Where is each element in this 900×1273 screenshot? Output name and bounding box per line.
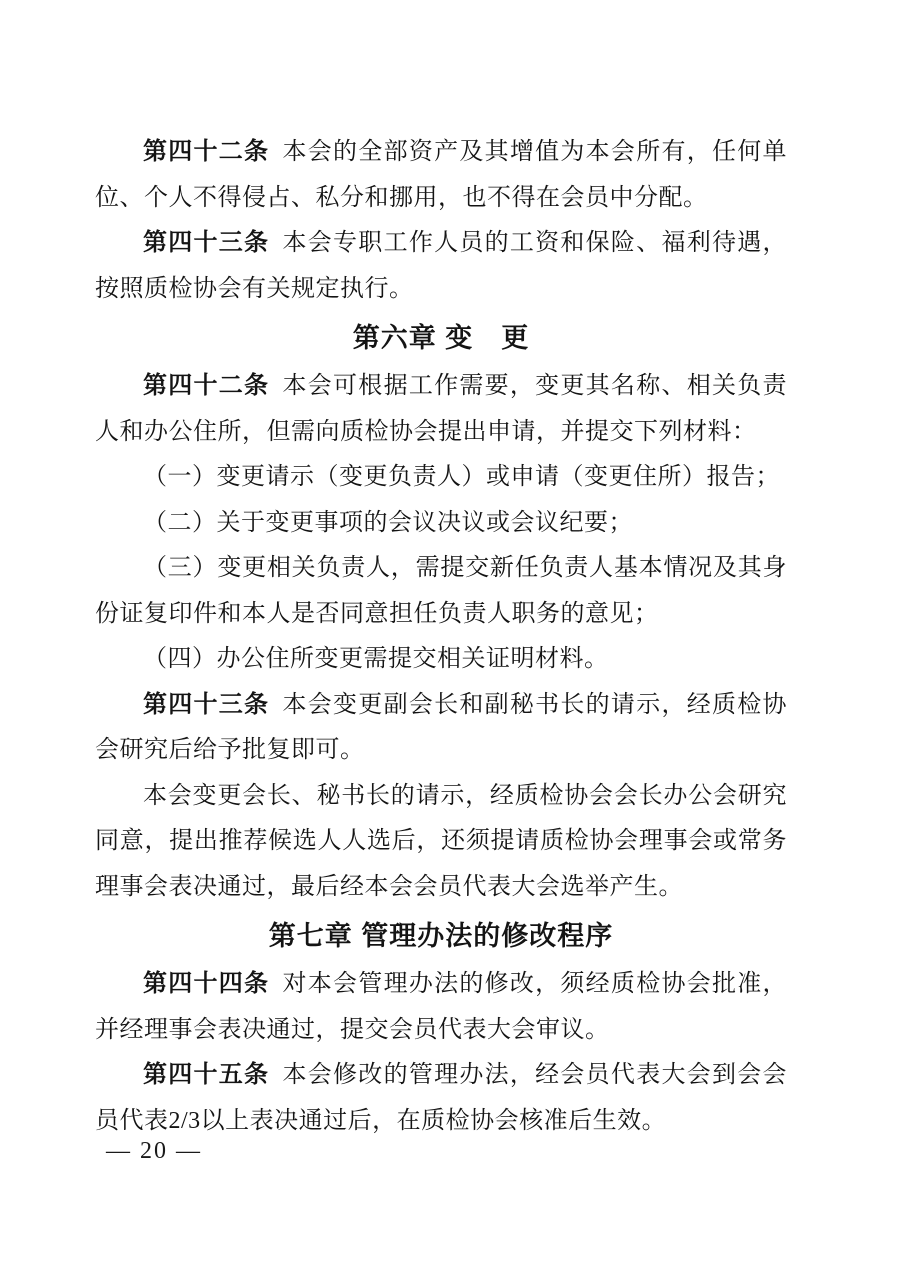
article-paragraph xyxy=(95,221,787,312)
list-item-paragraph: （一）变更请示（变更负责人）或申请（变更住所）报告； xyxy=(143,464,780,490)
article-number: 第四十三条 xyxy=(143,691,270,718)
article-number: 第四十二条 xyxy=(143,139,270,165)
list-item-paragraph: （二）关于变更事项的会议决议或会议纪要； xyxy=(143,509,633,536)
chapter-heading: 第六章 变 更 xyxy=(352,323,530,353)
article-text: 本会修改的管理办法，经会员代表大会到会会员代表2/3以上表决通过后，在质检协会核准后生效。 xyxy=(95,1062,788,1134)
article-number: 第四十五条 xyxy=(143,1062,270,1088)
article-text: 对本会管理办法的修改，须经质检协会批准，并经理事会表决通过，提交会员代表大会审议。 xyxy=(95,971,788,1043)
list-item-paragraph: （三）变更相关负责人，需提交新任负责人基本情况及其身份证复印件和本人是否同意担任负责人职务的意见； xyxy=(95,555,787,627)
continuation-paragraph: 本会变更会长、秘书长的请示，经质检协会会长办公会研究同意，提出推荐候选人人选后，还须提请质检协会理事会或常务理事会表决通过，最后经本会会员代表大会选举产生。 xyxy=(95,782,787,900)
article-number: 第四十四条 xyxy=(143,971,270,997)
article-text: 本会的全部资产及其增值为本会所有，任何单位、个人不得侵占、私分和挪用，也不得在会员中分配。 xyxy=(95,139,788,211)
chapter-heading: 第七章 管理办法的修改程序 xyxy=(268,921,614,951)
article-paragraph xyxy=(95,962,787,1053)
article-number: 第四十三条 xyxy=(143,230,270,256)
article-paragraph xyxy=(95,683,787,774)
page-number: — 20 — xyxy=(106,1138,202,1164)
article-paragraph xyxy=(95,1053,787,1144)
article-paragraph xyxy=(95,364,787,455)
article-text: 本会可根据工作需要，变更其名称、相关负责人和办公住所，但需向质检协会提出申请，并提交下列材料： xyxy=(95,373,788,445)
article-number: 第四十二条 xyxy=(143,373,270,399)
article-paragraph xyxy=(95,130,787,221)
article-text: 本会专职工作人员的工资和保险、福利待遇，按照质检协会有关规定执行。 xyxy=(95,230,788,302)
list-item-paragraph: （四）办公住所变更需提交相关证明材料。 xyxy=(143,646,609,672)
document-body xyxy=(95,130,787,1144)
article-text: 本会变更副会长和副秘书长的请示，经质检协会研究后给予批复即可。 xyxy=(95,691,788,763)
